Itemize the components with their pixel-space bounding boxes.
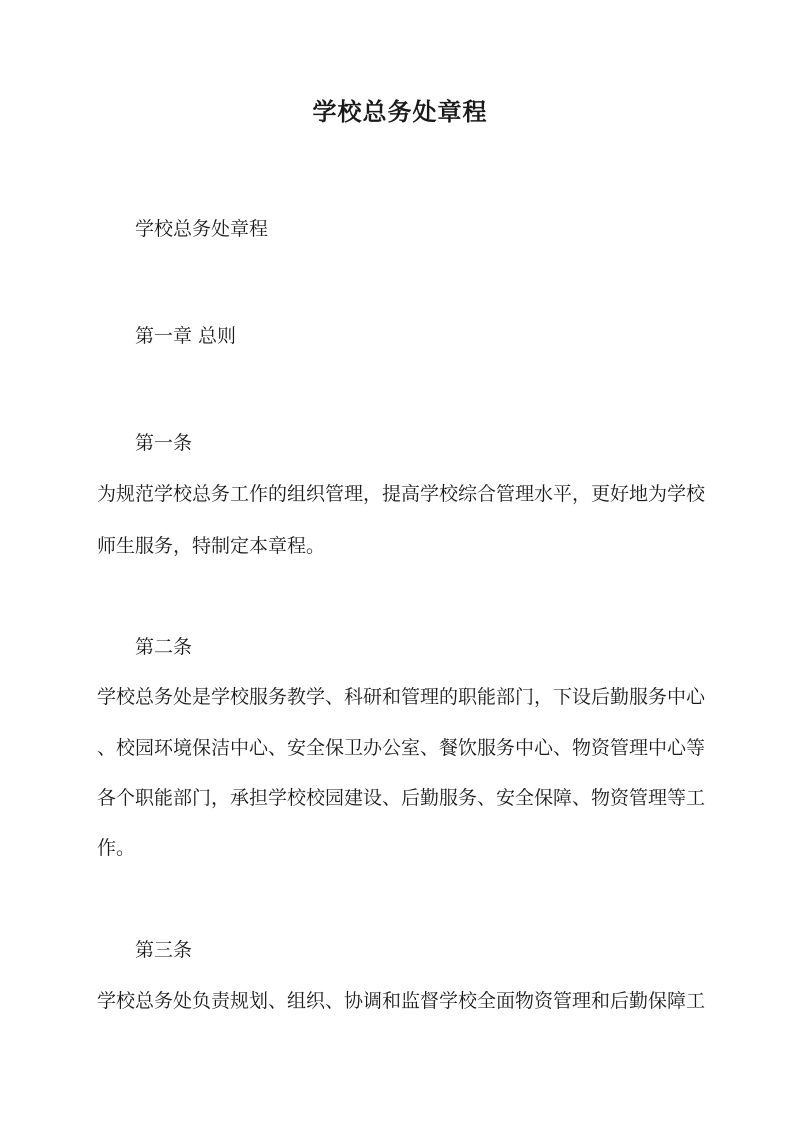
article-2-line-3: 各个职能部门，承担学校校园建设、后勤服务、安全保障、物资管理等工 <box>97 787 706 809</box>
article-2-line-4: 作。 <box>97 837 136 859</box>
article-1-line-1: 为规范学校总务工作的组织管理，提高学校综合管理水平，更好地为学校 <box>97 483 706 505</box>
article-1-heading: 第一条 <box>135 432 193 454</box>
article-1-line-2: 师生服务，特制定本章程。 <box>97 535 326 557</box>
chapter-heading: 第一章 总则 <box>135 325 237 347</box>
article-2-line-2: 、校园环境保洁中心、安全保卫办公室、餐饮服务中心、物资管理中心等 <box>97 737 706 759</box>
article-2-line-1: 学校总务处是学校服务教学、科研和管理的职能部门，下设后勤服务中心 <box>97 686 706 708</box>
article-3-line-1: 学校总务处负责规划、组织、协调和监督学校全面物资管理和后勤保障工 <box>97 990 706 1012</box>
article-2-heading: 第二条 <box>135 636 193 658</box>
document-title: 学校总务处章程 <box>312 97 488 126</box>
article-3-heading: 第三条 <box>135 939 193 961</box>
document-subtitle: 学校总务处章程 <box>135 218 269 240</box>
